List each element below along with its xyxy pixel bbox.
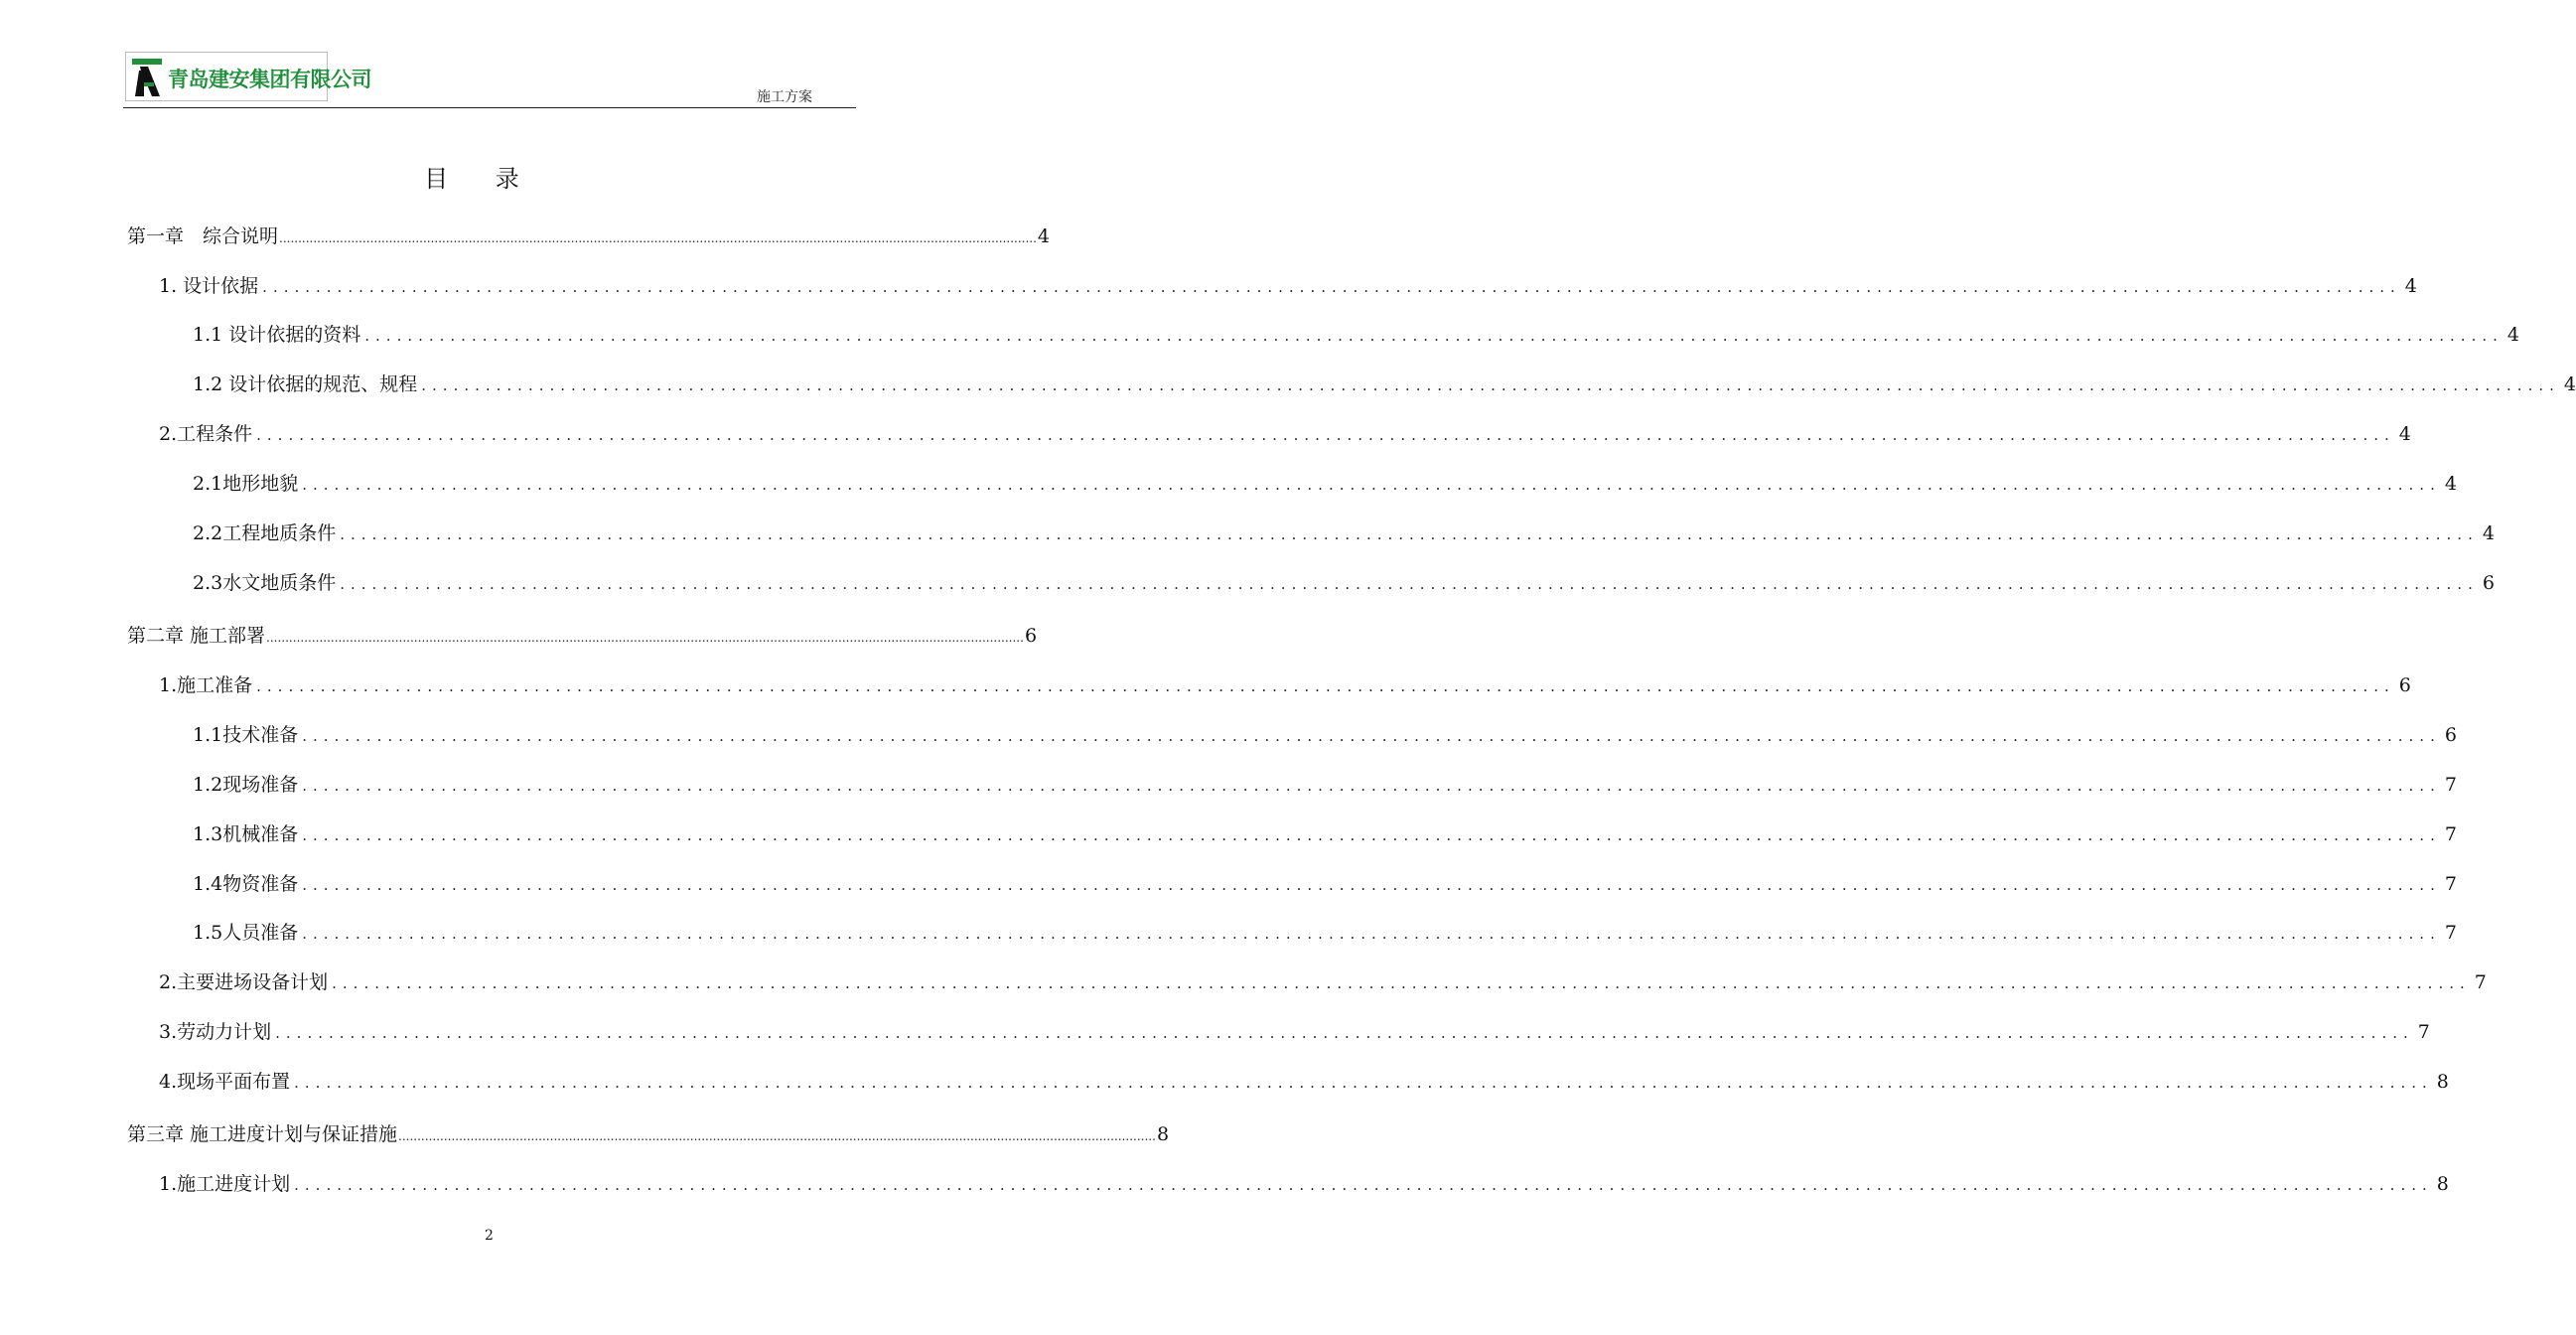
toc-entry-label: 2.工程条件 xyxy=(159,423,253,445)
toc-title: 目 录 xyxy=(424,165,539,193)
document-type: 施工方案 xyxy=(757,89,812,105)
toc-entry[interactable] xyxy=(159,419,2411,449)
toc-dot-leader: ........................................................................................................................................................................................................ xyxy=(302,925,2441,943)
toc-entry-page: 4 xyxy=(2482,522,2495,544)
toc-dot-leader: ........................................................................................................................................................................................................ xyxy=(332,974,2471,992)
toc-entry-page: 7 xyxy=(2444,922,2457,944)
toc-dot-leader: ........................................................................................................................................................................................................ xyxy=(279,231,1037,245)
toc-dot-leader: ........................................................................................................................................................................................................ xyxy=(262,278,2401,296)
toc-entry[interactable] xyxy=(193,918,2457,948)
toc-entry-page: 6 xyxy=(2398,674,2411,696)
toc-entry-page: 6 xyxy=(1024,625,1038,647)
toc-entry[interactable] xyxy=(193,320,2519,350)
toc-entry-page: 4 xyxy=(2444,473,2457,495)
toc-entry-label: 1.1 设计依据的资料 xyxy=(193,324,361,346)
toc-entry[interactable] xyxy=(193,869,2457,899)
toc-entry[interactable] xyxy=(193,819,2457,849)
toc-entry[interactable] xyxy=(159,967,2487,997)
toc-entry-page: 8 xyxy=(2436,1173,2449,1195)
toc-entry-label: 1. 设计依据 xyxy=(159,275,259,297)
toc-dot-leader: ........................................................................................................................................................................................................ xyxy=(302,826,2441,844)
toc-dot-leader: ........................................................................................................................................................................................................ xyxy=(294,1074,2433,1092)
toc-dot-leader: ........................................................................................................................................................................................................ xyxy=(340,525,2479,543)
toc-entry-page: 8 xyxy=(1156,1123,1170,1145)
toc-entry[interactable] xyxy=(193,720,2457,750)
toc-dot-leader: ........................................................................................................................................................................................................ xyxy=(302,476,2441,494)
toc-entry-label: 1.1技术准备 xyxy=(193,724,299,746)
toc-entry[interactable] xyxy=(159,1169,2449,1199)
toc-chapter-entry[interactable] xyxy=(127,222,1050,251)
toc-entry[interactable] xyxy=(159,1067,2449,1097)
toc-chapter-entry[interactable] xyxy=(127,621,1038,651)
toc-entry-page: 7 xyxy=(2474,971,2487,993)
toc-entry-label: 第一章 综合说明 xyxy=(127,225,279,247)
toc-dot-leader: ........................................................................................................................................................................................................ xyxy=(340,575,2479,593)
toc-entry-label: 2.2工程地质条件 xyxy=(193,522,337,544)
toc-entry[interactable] xyxy=(159,670,2411,700)
toc-dot-leader: ........................................................................................................................................................................................................ xyxy=(302,777,2441,795)
toc-entry-label: 1.施工进度计划 xyxy=(159,1173,291,1195)
toc-dot-leader: ........................................................................................................................................................................................................ xyxy=(256,677,2395,695)
page-number: 2 xyxy=(485,1228,494,1244)
toc-entry-page: 7 xyxy=(2444,774,2457,796)
toc-entry[interactable] xyxy=(193,568,2495,598)
toc-entry-page: 6 xyxy=(2482,572,2495,594)
toc-entry-label: 2.3水文地质条件 xyxy=(193,572,337,594)
toc-entry[interactable] xyxy=(193,770,2457,800)
toc-entry-page: 4 xyxy=(2563,373,2576,395)
toc-entry-page: 6 xyxy=(2444,724,2457,746)
toc-entry-page: 7 xyxy=(2417,1021,2430,1043)
toc-dot-leader: ........................................................................................................................................................................................................ xyxy=(302,727,2441,745)
toc-entry-page: 7 xyxy=(2444,873,2457,895)
toc-dot-leader: ........................................................................................................................................................................................................ xyxy=(294,1176,2433,1194)
toc-dot-leader: ........................................................................................................................................................................................................ xyxy=(302,876,2441,894)
toc-entry[interactable] xyxy=(193,519,2495,548)
toc-entry-page: 8 xyxy=(2436,1071,2449,1093)
toc-entry-label: 1.5人员准备 xyxy=(193,922,299,944)
toc-entry-page: 4 xyxy=(2506,324,2519,346)
company-name: 青岛建安集团有限公司 xyxy=(168,68,371,91)
toc-entry-page: 7 xyxy=(2444,823,2457,845)
toc-entry[interactable] xyxy=(159,271,2417,301)
toc-entry-label: 4.现场平面布置 xyxy=(159,1071,291,1093)
toc-chapter-entry[interactable] xyxy=(127,1119,1170,1149)
toc-entry[interactable] xyxy=(193,469,2457,499)
toc-entry-page: 4 xyxy=(2398,423,2411,445)
toc-entry-page: 4 xyxy=(1037,225,1050,247)
toc-dot-leader: ........................................................................................................................................................................................................ xyxy=(275,1024,2414,1042)
toc-entry-label: 1.2 设计依据的规范、规程 xyxy=(193,373,418,395)
toc-dot-leader: ........................................................................................................................................................................................................ xyxy=(364,327,2504,345)
toc-entry-label: 1.2现场准备 xyxy=(193,774,299,796)
toc-entry-label: 3.劳动力计划 xyxy=(159,1021,272,1043)
toc-entry-label: 2.1地形地貌 xyxy=(193,473,299,495)
toc-dot-leader: ........................................................................................................................................................................................................ xyxy=(421,376,2560,394)
toc-dot-leader: ........................................................................................................................................................................................................ xyxy=(398,1129,1156,1143)
toc-entry-label: 1.施工准备 xyxy=(159,674,253,696)
toc-entry[interactable] xyxy=(159,1017,2430,1047)
toc-entry-label: 1.4物资准备 xyxy=(193,873,299,895)
toc-entry-label: 第二章 施工部署 xyxy=(127,625,266,647)
toc-entry-label: 2.主要进场设备计划 xyxy=(159,971,329,993)
toc-entry[interactable] xyxy=(193,370,2576,399)
toc-dot-leader: ........................................................................................................................................................................................................ xyxy=(256,426,2395,444)
toc-dot-leader: ........................................................................................................................................................................................................ xyxy=(266,631,1024,645)
toc-entry-page: 4 xyxy=(2404,275,2417,297)
toc-entry-label: 第三章 施工进度计划与保证措施 xyxy=(127,1123,398,1145)
toc-entry-label: 1.3机械准备 xyxy=(193,823,299,845)
